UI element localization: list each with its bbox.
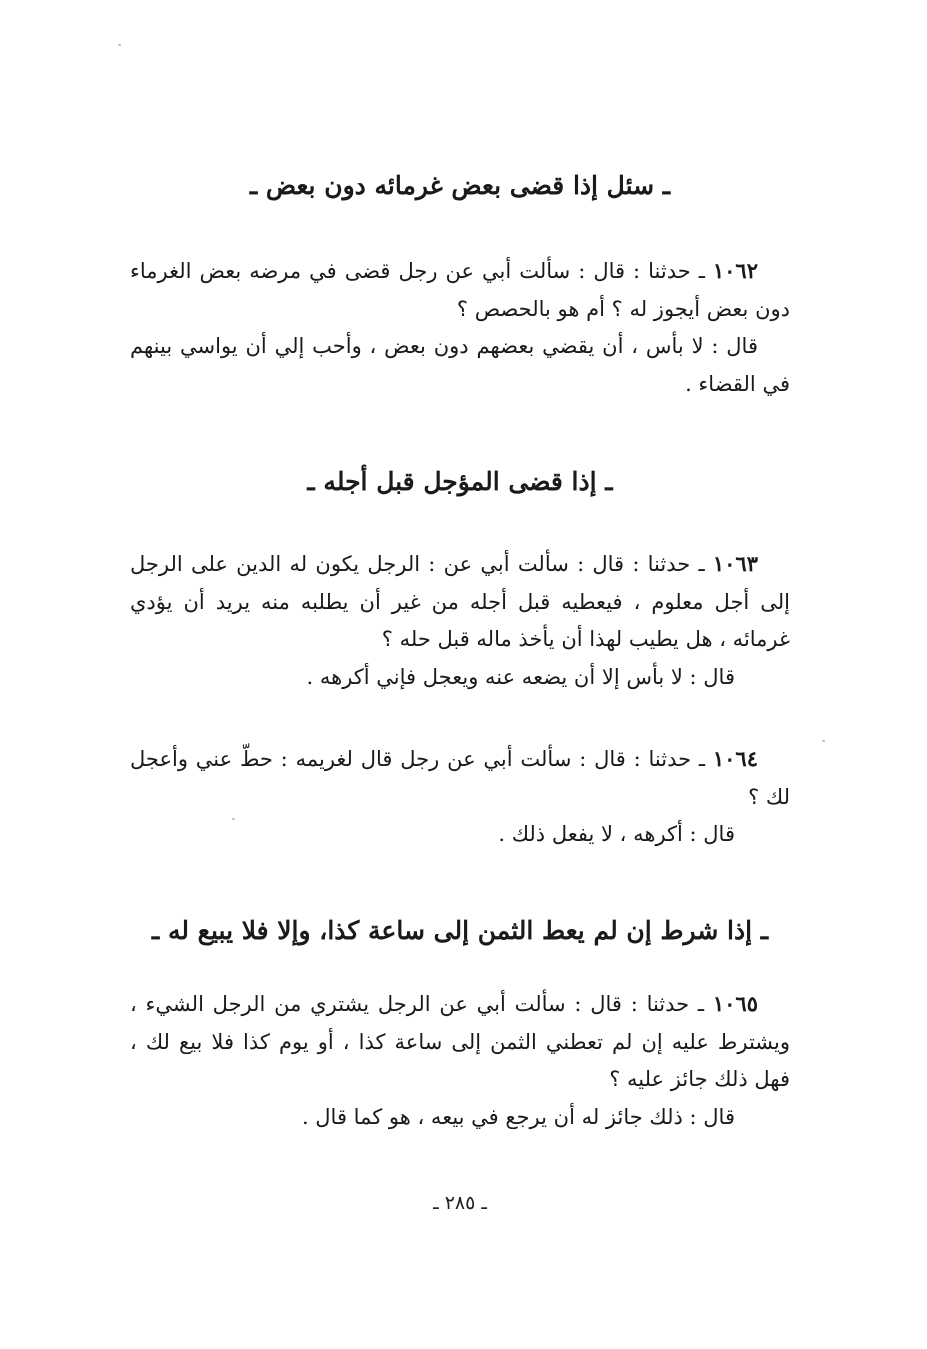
- entry-number: ١٠٦٣: [712, 551, 758, 576]
- question-text: ـ حدثنا : قال : سألت أبي عن الرجل يشتري من الرجل الشيء ، ويشترط عليه إن لم تعطني الثمن إلى ساعة كذا ، أو يوم كذا فلا بيع لك ، فهل ذلك جائز عليه ؟: [130, 992, 790, 1091]
- entry-1064: [130, 740, 790, 854]
- entry-number: ١٠٦٤: [712, 746, 758, 771]
- section-heading: ـ سئل إذا قضى بعض غرمائه دون بعض ـ: [249, 171, 671, 200]
- entry-answer: قال : أكرهه ، لا يفعل ذلك .: [498, 822, 735, 846]
- entry-question: [130, 545, 790, 659]
- question-text: ـ حدثنا : قال : سألت أبي عن رجل قال لغريمه : حطّ عني وأعجل لك ؟: [130, 747, 790, 809]
- entry-1065: [130, 985, 790, 1136]
- section-heading: ـ إذا قضى المؤجل قبل أجله ـ: [307, 467, 613, 496]
- scan-speck: [118, 44, 121, 46]
- scan-speck: [822, 740, 825, 742]
- entry-number: ١٠٦٢: [712, 258, 758, 283]
- entry-answer: قال : ذلك جائز له أن يرجع في بيعه ، هو كما قال .: [301, 1104, 735, 1129]
- entry-question: [130, 985, 790, 1099]
- book-page: [130, 0, 790, 1349]
- entry-answer: قال : لا بأس إلا أن يضعه عنه ويعجل فإني أكرهه .: [306, 664, 735, 689]
- question-text: ـ حدثنا : قال : سألت أبي عن : الرجل يكون له الدين على الرجل إلى أجل معلوم ، فيعطيه قبل أجله من غير أن يطلبه منه يريد أن يؤدي غرمائه ، هل يطيب لهذا أن يأخذ ماله قبل حله ؟: [130, 552, 790, 651]
- entry-answer: قال : لا بأس ، أن يقضي بعضهم دون بعض ، وأحب إلي أن يواسي بينهم في القضاء .: [130, 334, 790, 396]
- entry-question: [130, 740, 790, 816]
- entry-1063: [130, 545, 790, 696]
- question-text: ـ حدثنا : قال : سألت أبي عن رجل قضى في مرضه بعض الغرماء دون بعض أيجوز له ؟ أم هو بالحصص ؟: [130, 259, 790, 321]
- entry-1062: [130, 252, 790, 403]
- entry-number: ١٠٦٥: [712, 991, 758, 1016]
- entry-question: [130, 252, 790, 328]
- page-number: ـ ٢٨٥ ـ: [433, 1192, 487, 1214]
- scan-speck: [232, 818, 235, 820]
- section-heading: ـ إذا شرط إن لم يعط الثمن إلى ساعة كذا، وإلا فلا يبيع له ـ: [151, 916, 769, 945]
